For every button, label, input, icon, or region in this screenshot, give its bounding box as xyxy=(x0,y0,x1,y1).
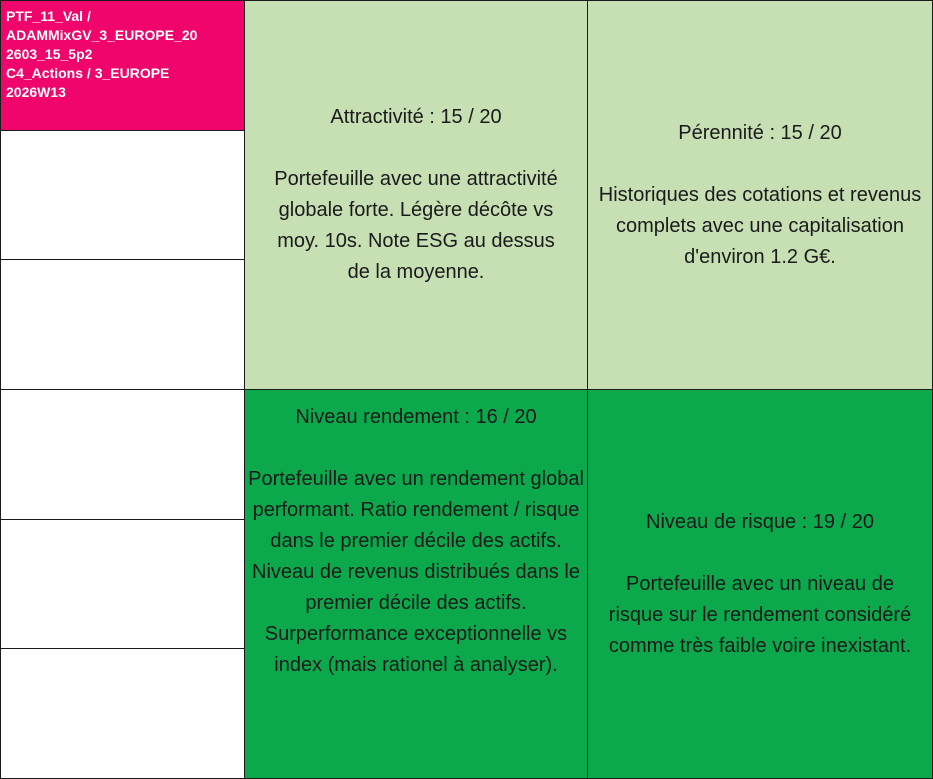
header-line-2: ADAMMixGV_3_EUROPE_20 xyxy=(6,27,198,43)
risque-title: Niveau de risque : 19 / 20 xyxy=(646,510,874,533)
empty-cell-1[interactable] xyxy=(0,130,245,260)
rendement-title: Niveau rendement : 16 / 20 xyxy=(295,406,537,428)
portfolio-header-cell xyxy=(0,0,245,131)
header-line-1: PTF_11_Val / xyxy=(6,8,91,24)
header-line-4: C4_Actions / 3_EUROPE xyxy=(6,65,170,81)
attractivite-title: Attractivité : 15 / 20 xyxy=(330,106,502,128)
empty-cell-5[interactable] xyxy=(0,648,245,779)
rendement-panel xyxy=(244,389,588,779)
header-line-3: 2603_15_5p2 xyxy=(6,46,93,62)
empty-cell-4[interactable] xyxy=(0,519,245,649)
risque-description: Portefeuille avec un niveau de risque sur le rendement considéré comme très faible voire inexistant. xyxy=(608,572,912,657)
rendement-description: Portefeuille avec un rendement global performant. Ratio rendement / risque dans le premier décile des actifs. Niveau de revenus distribués dans le premier décile des actifs. Surperformance exceptionnelle vs index (mais rationel à analyser). xyxy=(248,468,584,676)
perennite-panel xyxy=(587,0,933,390)
perennite-description: Historiques des cotations et revenus complets avec une capitalisation d'environ 1.2 G€. xyxy=(598,183,922,268)
empty-cell-2[interactable] xyxy=(0,259,245,390)
attractivite-panel xyxy=(244,0,588,390)
risque-panel xyxy=(587,389,933,779)
empty-cell-3[interactable] xyxy=(0,389,245,520)
attractivite-description: Portefeuille avec une attractivité globale forte. Légère décôte vs moy. 10s. Note ESG au dessus de la moyenne. xyxy=(274,168,558,283)
header-line-5: 2026W13 xyxy=(6,84,66,100)
perennite-title: Pérennité : 15 / 20 xyxy=(678,121,842,144)
